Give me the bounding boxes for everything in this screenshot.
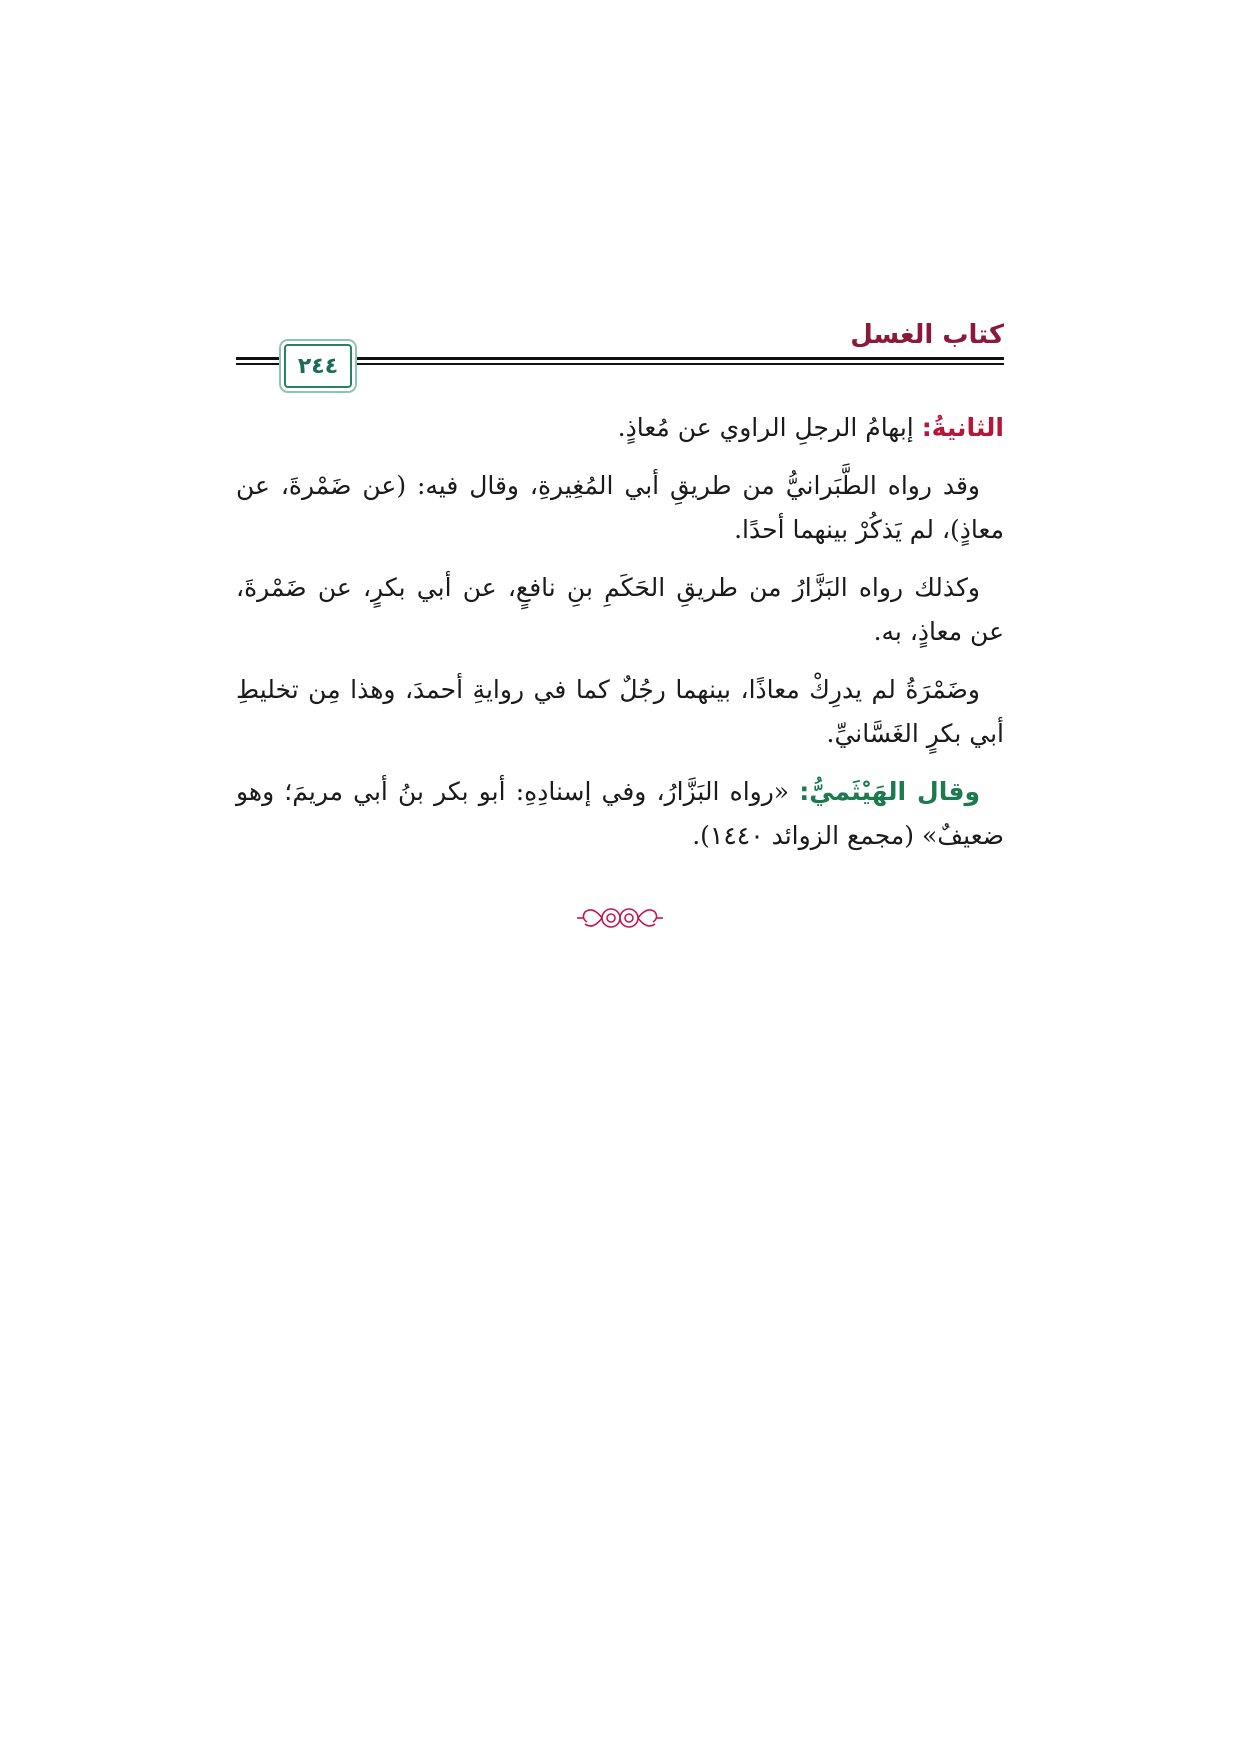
- paragraph-text: «رواه البَزَّارُ، وفي إسنادِهِ: أبو بكر بنُ أبي مريمَ؛ وهو ضعيفٌ» (مجمع الزوائد ١٤٤٠).: [236, 777, 1004, 850]
- paragraph: [236, 464, 1004, 552]
- page-body: [236, 406, 1004, 858]
- paragraph-label: وقال الهَيْثَميُّ:: [799, 777, 980, 806]
- paragraph: [236, 566, 1004, 654]
- chapter-title: كتاب الغسل: [850, 320, 1004, 350]
- paragraph: [236, 668, 1004, 756]
- paragraph-label: الثانيةُ:: [921, 413, 1004, 442]
- floral-divider-icon: [236, 898, 1004, 942]
- page-header: [236, 300, 1004, 388]
- paragraph: [236, 406, 1004, 450]
- page-number-frame: [284, 344, 352, 388]
- paragraph-text: وقد رواه الطَّبَرانيُّ من طريقِ أبي المُغِيرةِ، وقال فيه: (عن ضَمْرةَ، عن معاذٍ)، لم يَذكُرْ بينهما أحدًا.: [236, 471, 1004, 544]
- paragraph-text: إبهامُ الرجلِ الراوي عن مُعاذٍ.: [617, 413, 922, 442]
- floral-divider-icon: [575, 898, 665, 938]
- page-number: ٢٤٤: [297, 353, 339, 379]
- paragraph-text: وكذلك رواه البَزَّارُ من طريقِ الحَكَمِ بنِ نافعٍ، عن أبي بكرٍ، عن ضَمْرةَ، عن معاذٍ، به.: [236, 573, 1004, 646]
- paragraph: [236, 770, 1004, 858]
- paragraph-text: وضَمْرَةُ لم يدرِكْ معاذًا، بينهما رجُلٌ كما في روايةِ أحمدَ، وهذا مِن تخليطِ أبي بكرٍ الغَسَّانيِّ.: [236, 675, 1004, 748]
- book-page: [236, 300, 1004, 942]
